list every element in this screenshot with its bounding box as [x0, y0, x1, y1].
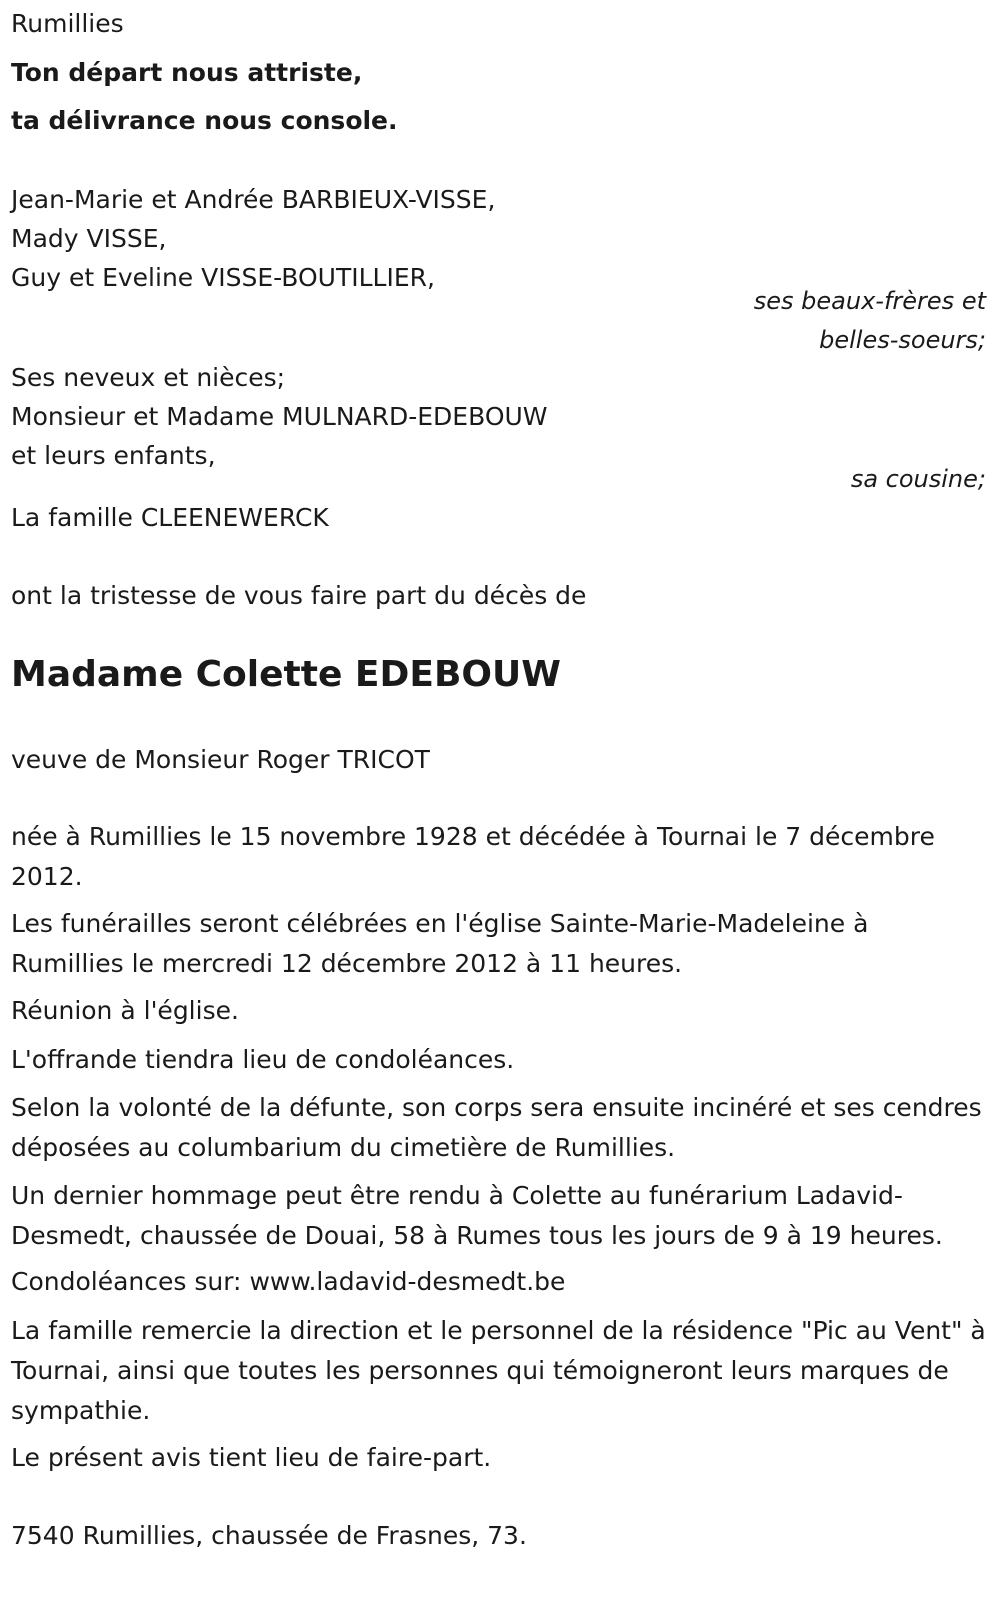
relation-cousin: sa cousine; — [850, 465, 986, 493]
meeting-paragraph: Réunion à l'église. — [11, 996, 239, 1025]
family-line-2: Mady VISSE, — [11, 224, 167, 253]
family-line-1: Jean-Marie et Andrée BARBIEUX-VISSE, — [11, 185, 496, 214]
cousin-line-2: et leurs enfants, — [11, 441, 216, 470]
deceased-name: Madame Colette EDEBOUW — [11, 654, 561, 695]
relation-in-laws-line-1: ses beaux-frères et — [753, 287, 986, 315]
condolences-link[interactable]: www.ladavid-desmedt.be — [249, 1267, 566, 1296]
relation-in-laws-line-2: belles-soeurs; — [819, 326, 986, 354]
condolences-paragraph — [11, 1262, 986, 1302]
quote-line-1: Ton départ nous attriste, — [11, 58, 363, 87]
thanks-paragraph: La famille remercie la direction et le personnel de la résidence "Pic au Vent" à Tournai, ainsi que toutes les personnes qui témoigneront leurs marques de sympathie. — [11, 1316, 986, 1425]
cremation-paragraph: Selon la volonté de la défunte, son corps sera ensuite incinéré et ses cendres déposées au columbarium du cimetière de Rumillies. — [11, 1093, 982, 1162]
quote-line-2: ta délivrance nous console. — [11, 106, 398, 135]
cousin-line-1: Monsieur et Madame MULNARD-EDEBOUW — [11, 402, 548, 431]
family-line-3: Guy et Eveline VISSE-BOUTILLIER, — [11, 263, 435, 292]
address-line: 7540 Rumillies, chaussée de Frasnes, 73. — [11, 1521, 527, 1550]
condolences-label: Condoléances sur: — [11, 1267, 250, 1296]
family-cleenewerck: La famille CLEENEWERCK — [11, 503, 329, 532]
tribute-paragraph: Un dernier hommage peut être rendu à Colette au funérarium Ladavid-Desmedt, chaussée de Douai, 58 à Rumes tous les jours de 9 à 19 heures. — [11, 1181, 943, 1250]
birth-death-paragraph: née à Rumillies le 15 novembre 1928 et décédée à Tournai le 7 décembre 2012. — [11, 822, 935, 891]
widow-of: veuve de Monsieur Roger TRICOT — [11, 745, 430, 774]
offering-paragraph: L'offrande tiendra lieu de condoléances. — [11, 1045, 515, 1074]
funeral-paragraph: Les funérailles seront célébrées en l'église Sainte-Marie-Madeleine à Rumillies le mercredi 12 décembre 2012 à 11 heures. — [11, 909, 869, 978]
nephews-nieces: Ses neveux et nièces; — [11, 363, 286, 392]
notice-paragraph: Le présent avis tient lieu de faire-part. — [11, 1443, 492, 1472]
place-heading: Rumillies — [11, 9, 124, 38]
announcement-text: ont la tristesse de vous faire part du décès de — [11, 581, 587, 610]
